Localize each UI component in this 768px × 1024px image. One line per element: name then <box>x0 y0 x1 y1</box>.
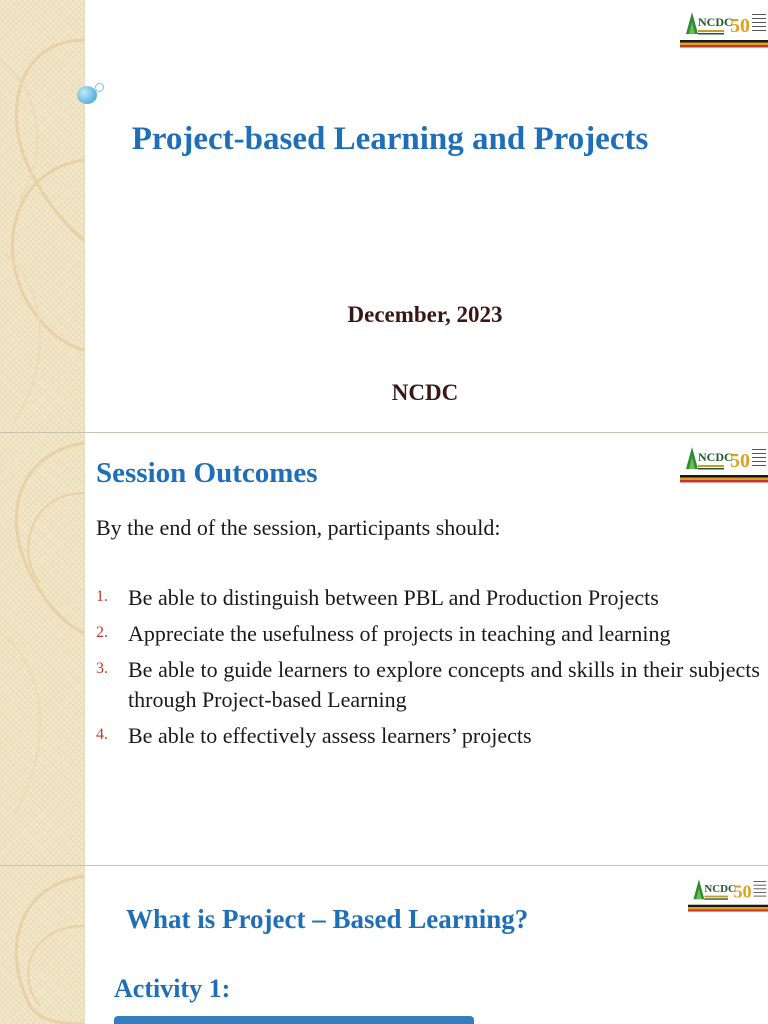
slide-intro-text: By the end of the session, participants should: <box>96 515 501 540</box>
list-item <box>96 619 760 649</box>
list-item-number: 2. <box>96 624 108 641</box>
decorative-side-strip <box>0 0 85 432</box>
title-slide <box>0 0 768 432</box>
logo-anniversary: 50 <box>730 450 750 472</box>
logo-text: NCDC <box>698 15 733 29</box>
ncdc-logo <box>680 4 768 52</box>
slide-heading: Session Outcomes <box>96 457 318 489</box>
swirl-pattern-icon <box>0 433 84 865</box>
clipped-text-line <box>114 1010 474 1024</box>
outcomes-list <box>96 583 760 757</box>
decorative-bubble-small <box>95 83 104 92</box>
logo-anniversary: 50 <box>730 15 750 37</box>
decorative-bubble-large <box>77 86 97 104</box>
logo-text: NCDC <box>704 883 736 895</box>
presentation-organization: NCDC <box>391 380 459 405</box>
activity-label: Activity 1: <box>114 974 231 1003</box>
list-item <box>96 721 760 751</box>
list-item-text: Be able to distinguish between PBL and Production Projects <box>128 585 659 610</box>
list-item-text: Be able to effectively assess learners’ projects <box>128 723 532 748</box>
logo-text: NCDC <box>698 450 733 464</box>
slide-heading: What is Project – Based Learning? <box>126 904 529 934</box>
presentation-date: December, 2023 <box>347 302 503 327</box>
session-outcomes-slide <box>0 433 768 865</box>
decorative-side-strip <box>0 433 85 865</box>
list-item-number: 1. <box>96 588 108 605</box>
swirl-pattern-icon <box>0 866 84 1024</box>
list-item <box>96 583 760 613</box>
list-item-text: Be able to guide learners to explore concepts and skills in their subjects through Project-based Learning <box>128 657 760 712</box>
logo-anniversary: 50 <box>733 881 752 902</box>
pbl-definition-slide <box>0 866 768 1024</box>
list-item <box>96 655 760 715</box>
presentation-title: Project-based Learning and Projects <box>131 121 649 157</box>
list-item-number: 3. <box>96 660 108 677</box>
swirl-pattern-icon <box>0 0 84 432</box>
decorative-side-strip <box>0 866 85 1024</box>
list-item-text: Appreciate the usefulness of projects in teaching and learning <box>128 621 671 646</box>
ncdc-logo <box>680 439 768 487</box>
list-item-number: 4. <box>96 726 108 743</box>
ncdc-logo <box>688 870 768 918</box>
